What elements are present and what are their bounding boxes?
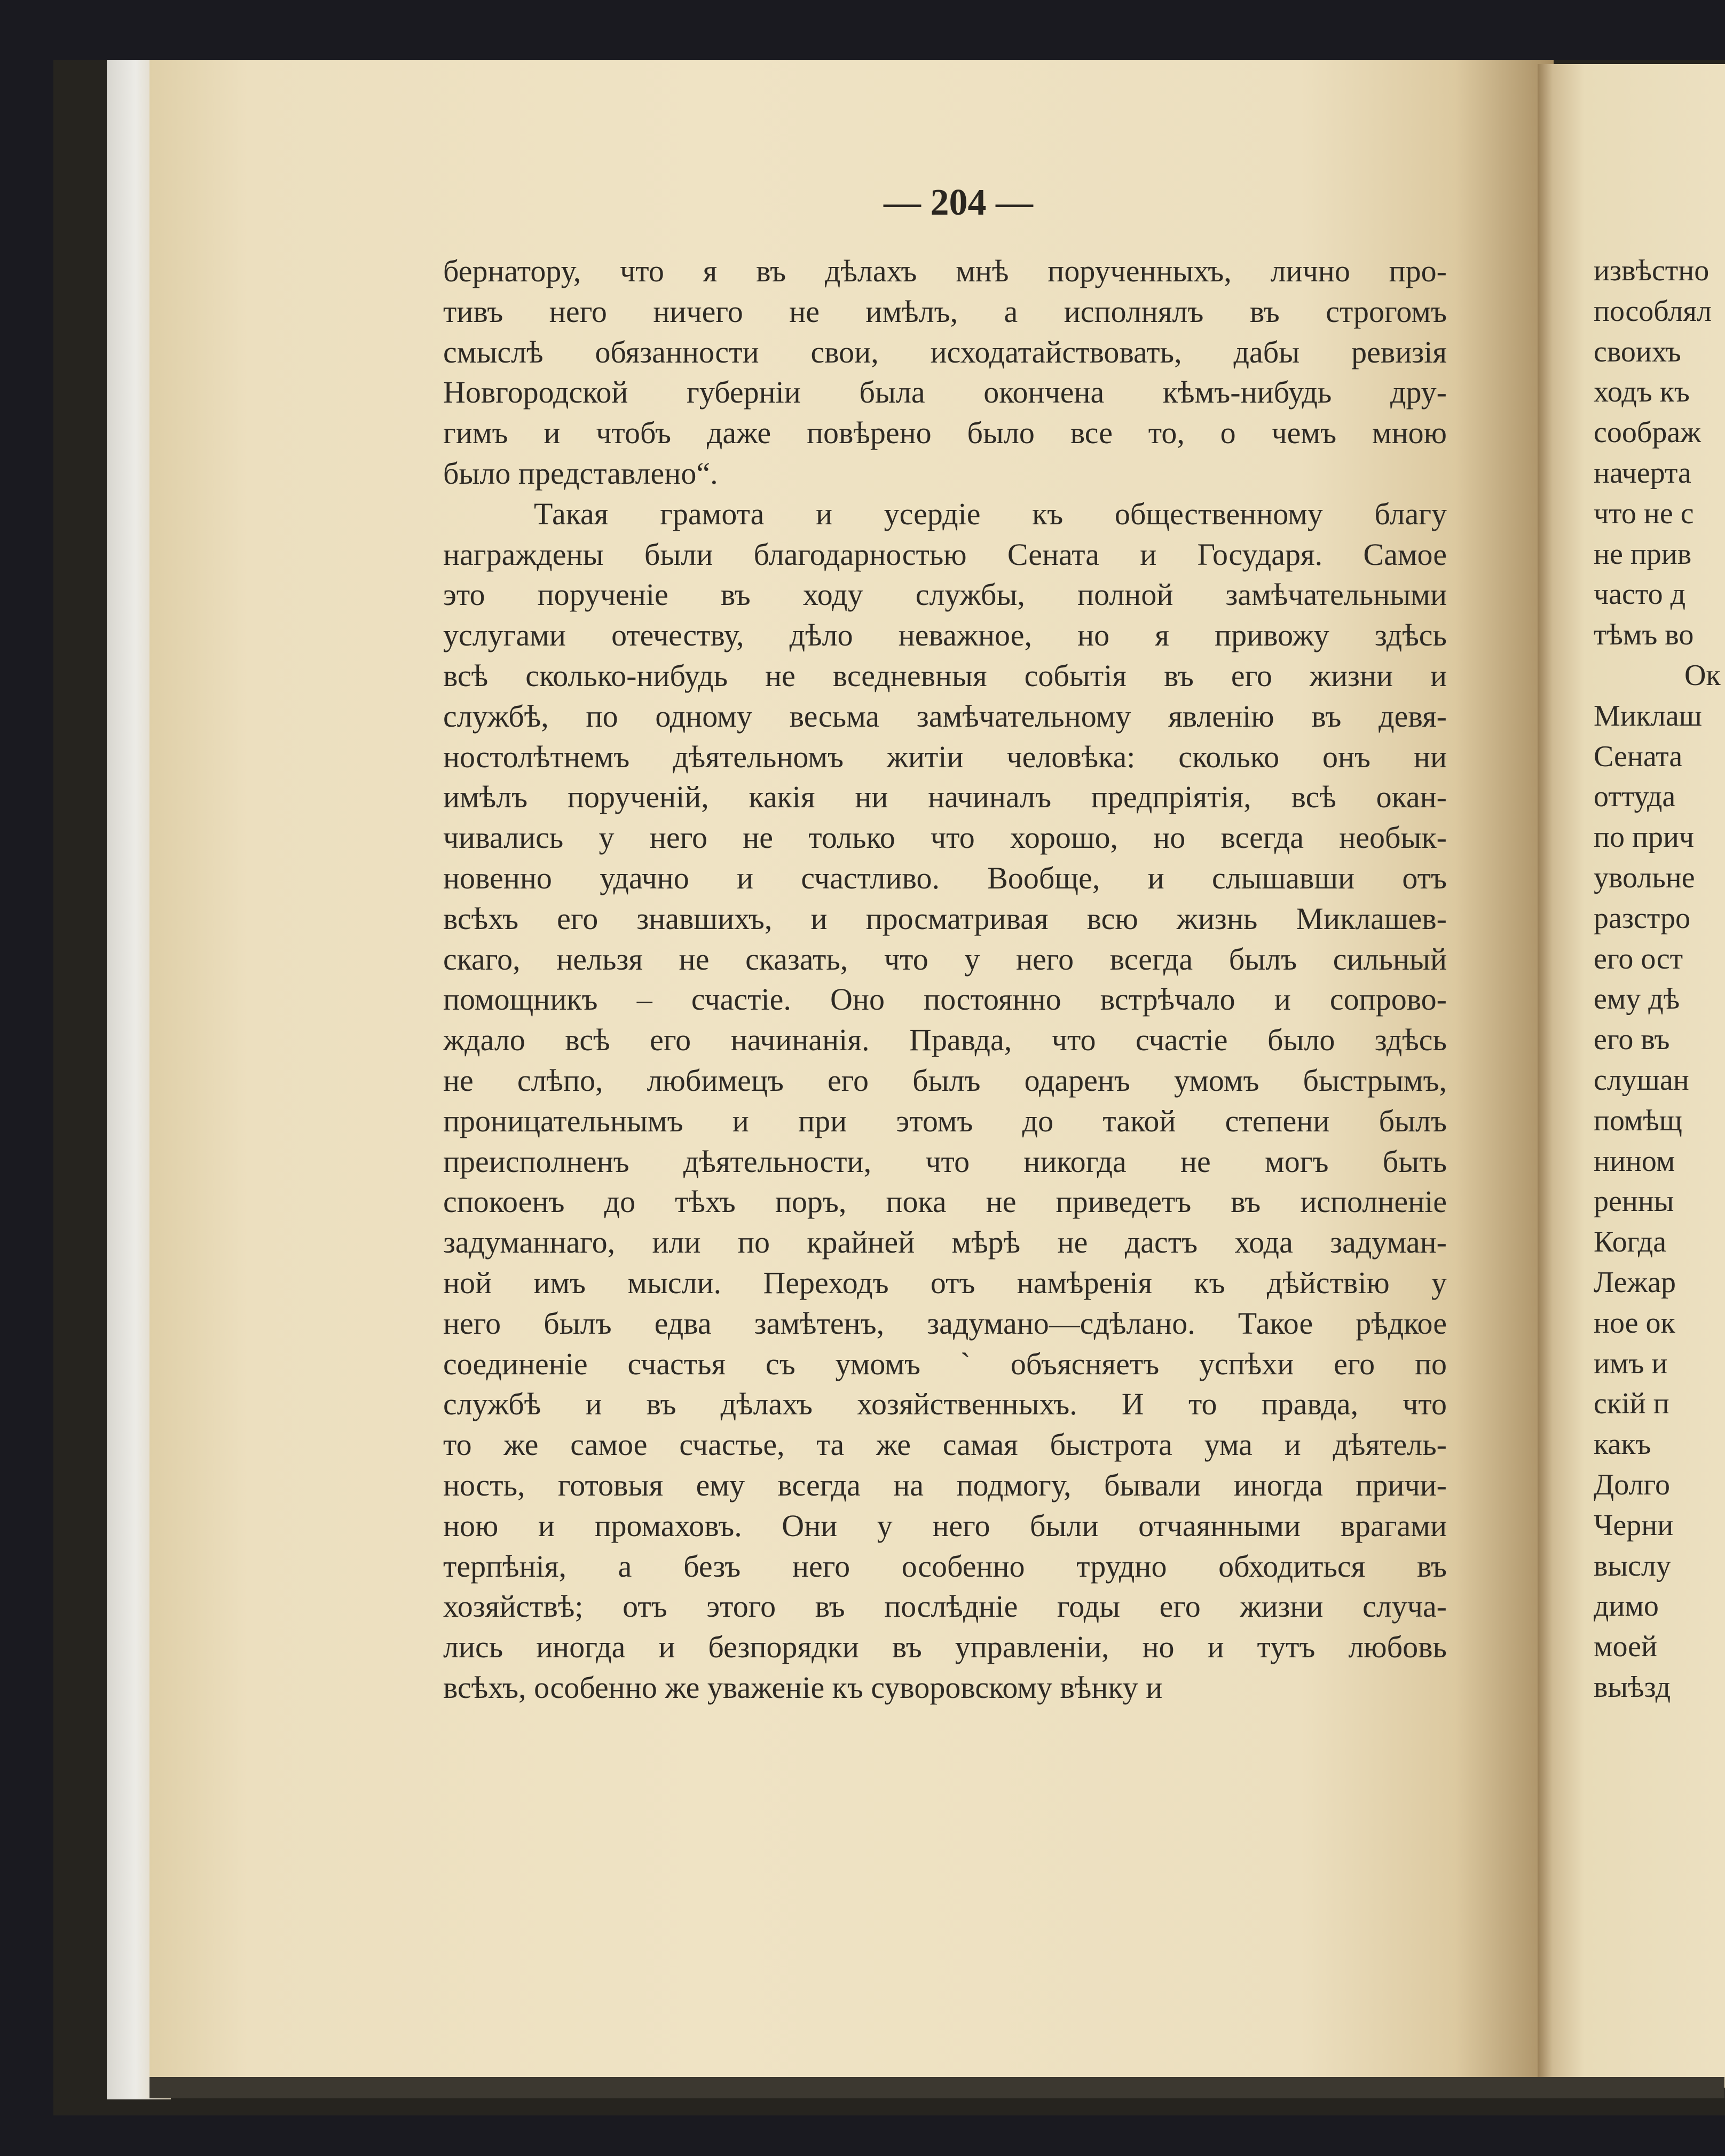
text-line: это порученіе въ ходу службы, полной замѣчательными	[443, 577, 1447, 612]
text-line: службѣ и въ дѣлахъ хозяйственныхъ. И то правда, что	[443, 1387, 1447, 1422]
right-page-text	[1594, 251, 1725, 1708]
text-line: чивались у него не только что хорошо, но всегда необык-	[443, 820, 1447, 855]
text-line: услугами отечеству, дѣло неважное, но я привожу здѣсь	[443, 618, 1447, 653]
text-line-cropped: начерта	[1594, 456, 1691, 490]
text-line-cropped: не прив	[1594, 537, 1692, 571]
text-line: не слѣпо, любимецъ его былъ одаренъ умомъ быстрымъ,	[443, 1063, 1447, 1098]
text-line-cropped: Когда	[1594, 1225, 1667, 1259]
text-line: было представлено“.	[443, 455, 718, 491]
text-line: всѣ сколько-нибудь не вседневныя событія въ его жизни и	[443, 658, 1447, 693]
text-line-cropped: выслу	[1594, 1549, 1671, 1583]
text-line: то же самое счастье, та же самая быстрота ума и дѣятель-	[443, 1427, 1447, 1462]
text-line-cropped: соображ	[1594, 416, 1701, 450]
text-line: лись иногда и безпорядки въ управленіи, но и тутъ любовь	[443, 1630, 1447, 1665]
text-line: преисполненъ дѣятельности, что никогда не могъ быть	[443, 1144, 1447, 1179]
text-line: ность, готовыя ему всегда на подмогу, бывали иногда причи-	[443, 1467, 1447, 1502]
text-line: смыслѣ обязанности свои, исходатайствовать, дабы ревизія	[443, 334, 1447, 369]
text-line: Такая грамота и усердіе къ общественному благу	[534, 496, 1447, 531]
text-line: новенно удачно и счастливо. Вообще, и слышавши отъ	[443, 860, 1447, 895]
text-line-cropped: своихъ	[1594, 335, 1681, 368]
text-line-cropped: выѣзд	[1594, 1670, 1671, 1704]
text-line: терпѣнія, а безъ него особенно трудно обходиться въ	[443, 1548, 1447, 1584]
text-line-cropped: Сената	[1594, 739, 1683, 773]
text-line: ною и промаховъ. Они у него были отчаянными врагами	[443, 1508, 1447, 1543]
text-line-cropped: часто д	[1594, 578, 1686, 611]
text-line: гимъ и чтобъ даже повѣрено было все то, о чемъ мною	[443, 415, 1447, 451]
text-line: скаго, нельзя не сказать, что у него всегда былъ сильный	[443, 941, 1447, 977]
text-line-cropped: его ост	[1594, 942, 1683, 975]
text-line-cropped: увольне	[1594, 861, 1695, 894]
text-line: ждало всѣ его начинанія. Правда, что счастіе было здѣсь	[443, 1022, 1447, 1058]
text-line-cropped: моей	[1594, 1630, 1657, 1664]
text-line-cropped: оттуда	[1594, 780, 1676, 814]
text-line-cropped: пособлял	[1594, 294, 1712, 328]
page-number: — 204 —	[884, 182, 1033, 223]
text-line-cropped: его въ	[1594, 1023, 1670, 1057]
text-line-cropped: ходъ къ	[1594, 375, 1690, 409]
bottom-shadow	[149, 2077, 1724, 2098]
text-line-cropped: разстро	[1594, 901, 1690, 935]
text-line: награждены были благодарностью Сената и Государя. Самое	[443, 537, 1447, 572]
text-line: задуманнаго, или по крайней мѣрѣ не дастъ хода задуман-	[443, 1225, 1447, 1260]
text-line-cropped: ему дѣ	[1594, 982, 1680, 1016]
text-line: всѣхъ, особенно же уваженіе къ суворовскому вѣнку и	[443, 1670, 1163, 1705]
text-line-cropped: Черни	[1594, 1508, 1674, 1542]
text-line-cropped: Долго	[1594, 1468, 1670, 1501]
text-line: соединеніе счастья съ умомъ ` объясняетъ успѣхи его по	[443, 1346, 1447, 1381]
text-line: имѣлъ порученій, какія ни начиналъ предпріятія, всѣ окан-	[443, 780, 1447, 815]
text-line-cropped: ное ок	[1594, 1306, 1675, 1340]
text-line-cropped: помѣщ	[1594, 1104, 1682, 1137]
left-page-text	[443, 251, 1447, 1708]
text-line: спокоенъ до тѣхъ поръ, пока не приведетъ въ исполненіе	[443, 1184, 1447, 1219]
text-line-cropped: скій п	[1594, 1387, 1669, 1421]
text-line: Новгородской губерніи была окончена кѣмъ-нибудь дру-	[443, 375, 1447, 410]
text-line: ной имъ мысли. Переходъ отъ намѣренія къ дѣйствію у	[443, 1265, 1447, 1300]
text-line-cropped: извѣстно	[1594, 254, 1710, 287]
text-line: помощникъ – счастіе. Оно постоянно встрѣчало и сопрово-	[443, 982, 1447, 1017]
text-line: хозяйствѣ; отъ этого въ послѣдніе годы его жизни случа-	[443, 1589, 1447, 1624]
text-line: него былъ едва замѣтенъ, задумано—сдѣлано. Такое рѣдкое	[443, 1305, 1447, 1341]
text-line-cropped: имъ и	[1594, 1347, 1668, 1380]
text-line-cropped: Лежар	[1594, 1265, 1676, 1299]
text-line-cropped: какъ	[1594, 1428, 1651, 1461]
text-line-cropped: димо	[1594, 1590, 1659, 1623]
text-line: тивъ него ничего не имѣлъ, а исполнялъ въ строгомъ	[443, 294, 1447, 329]
text-line: бернатору, что я въ дѣлахъ мнѣ порученныхъ, лично про-	[443, 254, 1447, 288]
text-line: ностолѣтнемъ дѣятельномъ житіи человѣка: сколько онъ ни	[443, 739, 1447, 774]
text-line: всѣхъ его знавшихъ, и просматривая всю жизнь Миклашев-	[443, 901, 1447, 936]
text-line-cropped: ренны	[1594, 1185, 1674, 1218]
text-line: службѣ, по одному весьма замѣчательному явленію въ девя-	[443, 698, 1447, 734]
text-line-cropped: по прич	[1594, 821, 1695, 854]
text-line-cropped: Миклаш	[1594, 699, 1702, 733]
text-line-cropped: слушан	[1594, 1063, 1689, 1097]
text-line-cropped: нином	[1594, 1144, 1675, 1178]
text-line-cropped: тѣмъ во	[1594, 618, 1694, 652]
text-line-cropped: что не с	[1594, 497, 1694, 530]
text-line: проницательнымъ и при этомъ до такой степени былъ	[443, 1103, 1447, 1138]
text-line-cropped: Ок	[1684, 658, 1721, 692]
